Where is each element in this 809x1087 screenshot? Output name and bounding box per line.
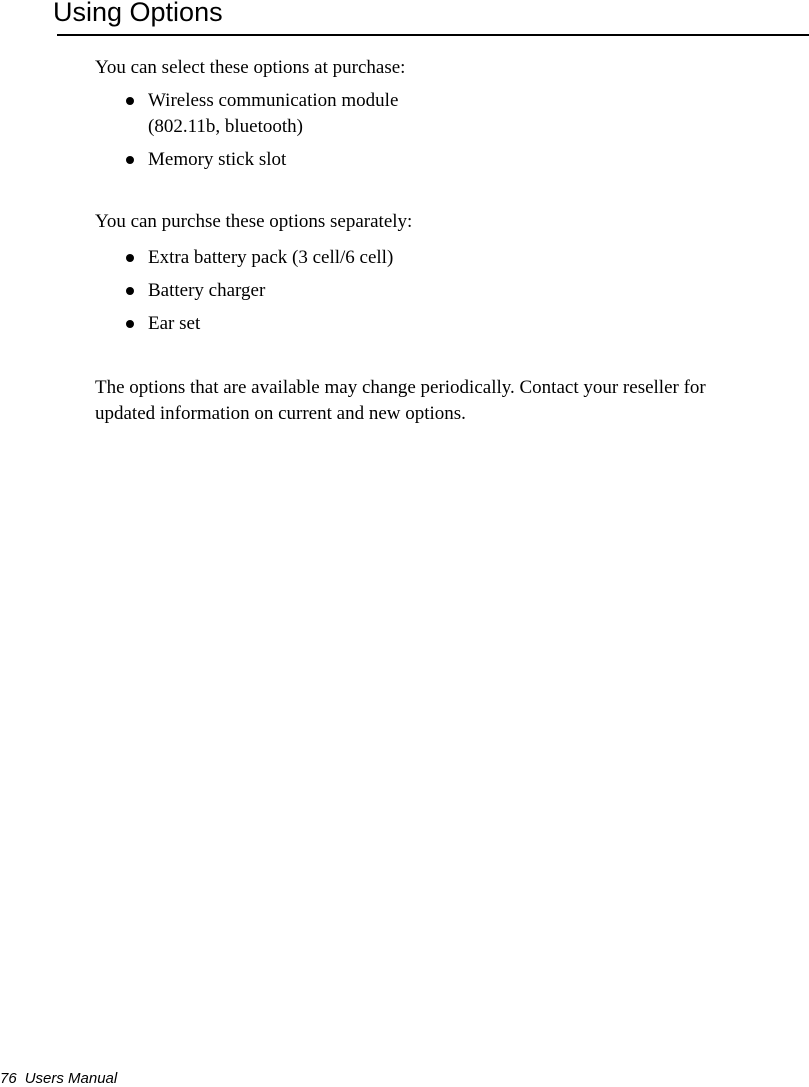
bullet-icon xyxy=(126,254,134,262)
list-item-text: Ear set xyxy=(148,313,201,334)
closing-line-2: updated information on current and new options. xyxy=(95,403,466,424)
list-item xyxy=(95,278,393,304)
page-footer xyxy=(0,1070,117,1087)
list-item xyxy=(95,88,398,140)
page-number: 76 xyxy=(0,1070,17,1087)
list-item-text: Wireless communication module xyxy=(148,90,399,111)
list-item-text: Memory stick slot xyxy=(148,149,287,170)
closing-paragraph xyxy=(95,375,706,427)
bullet-icon xyxy=(126,320,134,328)
list-item xyxy=(95,245,393,271)
list-item xyxy=(95,311,393,337)
list-item-text: Battery charger xyxy=(148,280,266,301)
bullet-icon xyxy=(126,287,134,295)
purchase-options-list xyxy=(95,88,398,173)
separate-options-intro: You can purchse these options separately: xyxy=(95,211,413,232)
manual-name: Users Manual xyxy=(24,1070,118,1087)
bullet-icon xyxy=(126,97,134,105)
list-item-text-continued: (802.11b, bluetooth) xyxy=(148,116,303,137)
list-item-text: Extra battery pack (3 cell/6 cell) xyxy=(148,247,394,268)
closing-line-1: The options that are available may change periodically. Contact your reseller for xyxy=(95,377,706,398)
purchase-options-intro: You can select these options at purchase: xyxy=(95,57,406,78)
title-divider xyxy=(57,34,809,36)
page-title: Using Options xyxy=(53,0,223,27)
list-item xyxy=(95,147,398,173)
bullet-icon xyxy=(126,156,134,164)
separate-options-list xyxy=(95,245,393,337)
